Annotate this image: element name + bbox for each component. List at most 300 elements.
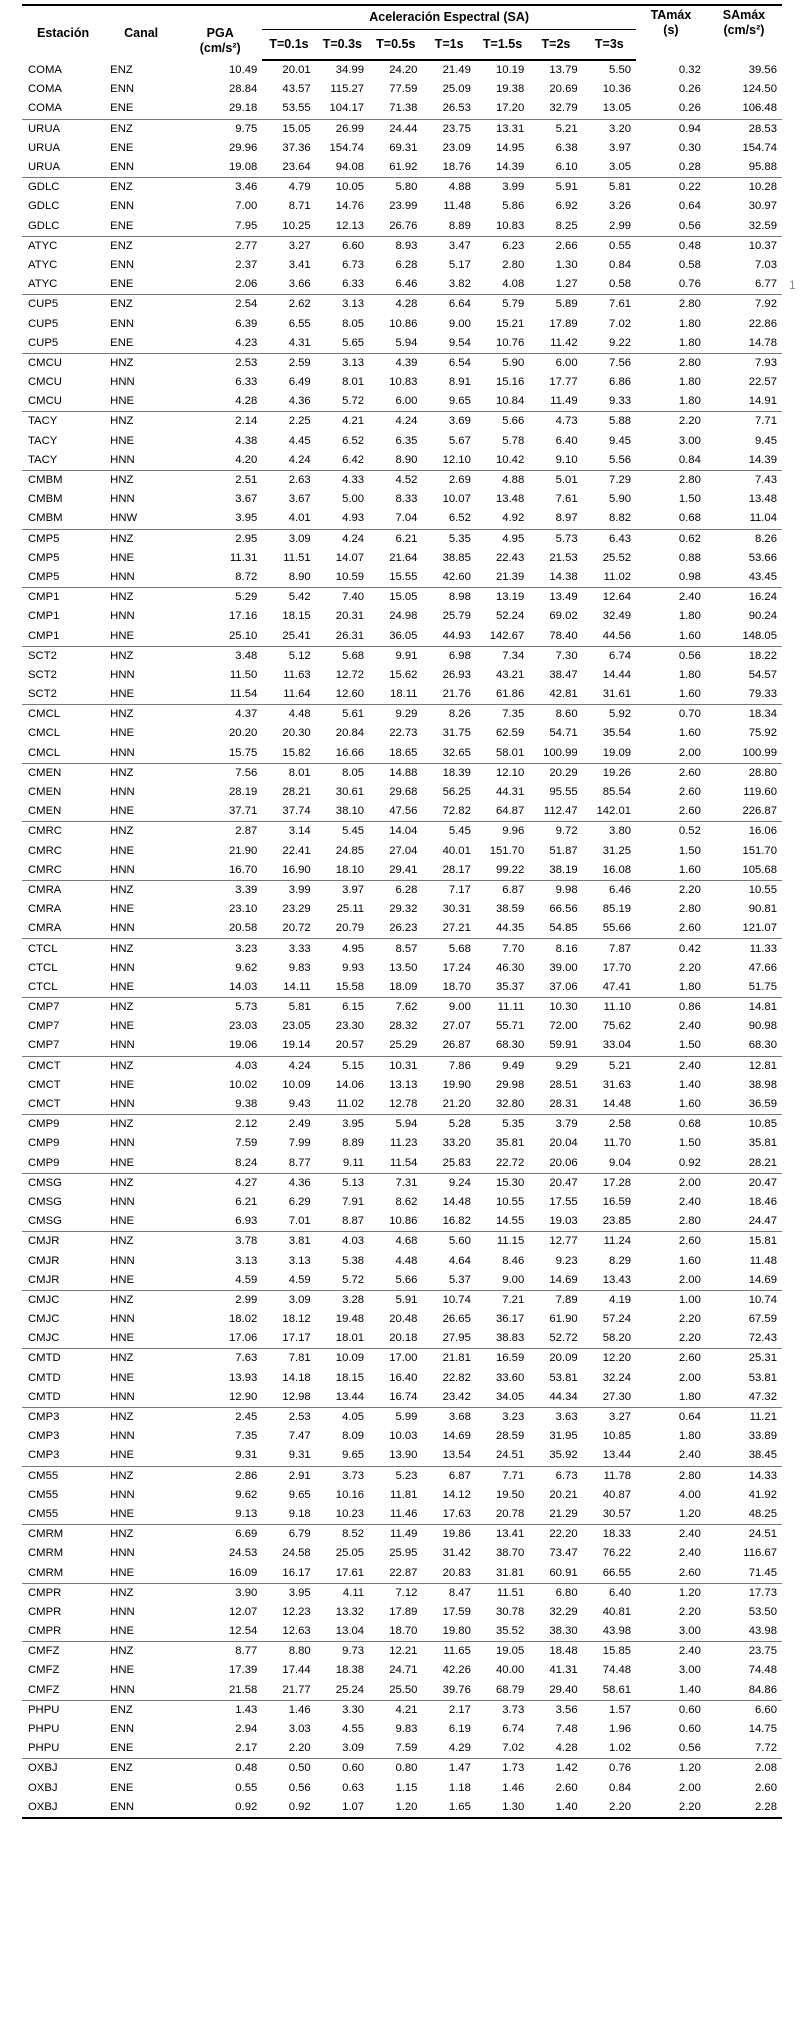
table-cell: HNZ — [104, 1466, 178, 1486]
table-cell: 3.20 — [583, 119, 636, 139]
table-cell: 25.41 — [282, 629, 311, 642]
header-period: T=3s — [583, 30, 636, 61]
table-cell: CMRA — [28, 903, 62, 916]
table-cell: 0.48 — [178, 1759, 262, 1779]
table-cell: 2.60 — [678, 1566, 701, 1579]
table-cell: 6.21 — [369, 529, 422, 549]
table-cell: 5.90 — [609, 493, 632, 506]
table-cell: 6.21 — [235, 1195, 258, 1208]
table-cell: CMSG — [28, 1215, 62, 1228]
table-row — [22, 1505, 782, 1525]
table-row — [22, 275, 782, 295]
table-cell: HNE — [110, 1020, 135, 1033]
table-cell: 1.02 — [609, 1742, 632, 1755]
table-cell: 18.48 — [529, 1642, 582, 1662]
table-cell: 8.29 — [609, 1254, 632, 1267]
table-cell: 3.09 — [262, 1290, 315, 1310]
table-row — [22, 451, 782, 471]
table-cell: 21.58 — [229, 1683, 258, 1696]
table-cell: 3.13 — [316, 295, 369, 315]
table-cell: 9.24 — [422, 1173, 475, 1193]
table-cell: 16.40 — [389, 1371, 418, 1384]
table-cell: 5.88 — [583, 412, 636, 432]
table-cell: 14.48 — [442, 1195, 471, 1208]
table-row — [22, 1525, 782, 1545]
table-cell: 2.40 — [678, 1547, 701, 1560]
table-cell: 71.45 — [748, 1566, 777, 1579]
table-cell: 13.93 — [229, 1371, 258, 1384]
table-cell: 7.71 — [706, 412, 782, 432]
table-cell: 7.99 — [288, 1137, 311, 1150]
table-row — [22, 1076, 782, 1095]
table-cell: 5.29 — [178, 588, 262, 608]
table-cell: 3.56 — [529, 1700, 582, 1720]
table-cell: 8.52 — [316, 1525, 369, 1545]
table-cell: 13.41 — [476, 1525, 529, 1545]
table-cell: 6.74 — [502, 1723, 525, 1736]
table-cell: CMCT — [28, 1098, 61, 1111]
table-cell: 8.80 — [262, 1642, 315, 1662]
table-cell: 0.70 — [636, 705, 706, 725]
table-cell: CMCL — [28, 727, 61, 740]
table-cell: 31.42 — [442, 1547, 471, 1560]
table-cell: SCT2 — [28, 668, 57, 681]
table-cell: 7.89 — [529, 1290, 582, 1310]
table-cell: HNZ — [104, 412, 178, 432]
table-cell: PHPU — [28, 1723, 60, 1736]
table-cell: 14.91 — [748, 395, 777, 408]
table-cell: 7.93 — [706, 353, 782, 373]
table-cell: 23.09 — [442, 141, 471, 154]
table-row — [22, 60, 782, 80]
table-cell: 20.47 — [706, 1173, 782, 1193]
table-cell: CMP7 — [28, 1039, 60, 1052]
table-cell: ENE — [110, 278, 134, 291]
table-cell: 61.86 — [495, 688, 525, 701]
table-cell: HNN — [110, 961, 135, 974]
table-cell: 68.30 — [748, 1039, 777, 1052]
table-cell: HNE — [110, 903, 135, 916]
table-cell: 5.37 — [448, 1273, 471, 1286]
table-cell: 15.62 — [389, 668, 418, 681]
table-cell: 5.12 — [262, 646, 315, 666]
table-cell: 18.76 — [442, 161, 471, 174]
table-cell: 26.53 — [442, 102, 471, 115]
table-cell: 13.48 — [748, 493, 777, 506]
table-cell: 9.83 — [288, 961, 311, 974]
table-cell: 1.46 — [502, 1781, 525, 1794]
table-cell: 5.91 — [369, 1290, 422, 1310]
table-cell: 3.99 — [262, 880, 315, 900]
table-row — [22, 334, 782, 354]
table-cell: HNZ — [104, 353, 178, 373]
table-cell: ENN — [104, 1798, 178, 1818]
table-cell: 68.30 — [495, 1039, 525, 1052]
table-cell: 28.51 — [549, 1078, 578, 1091]
table-cell: 16.66 — [335, 746, 365, 759]
table-cell: HNN — [110, 1430, 135, 1443]
table-cell: 19.06 — [229, 1039, 258, 1052]
table-cell: 17.63 — [442, 1507, 471, 1520]
table-cell: 3.97 — [316, 880, 369, 900]
table-cell: 18.09 — [389, 980, 418, 993]
table-cell: 11.64 — [283, 688, 311, 701]
table-cell: 42.60 — [442, 570, 471, 583]
table-cell: 25.52 — [602, 551, 632, 564]
table-row — [22, 1681, 782, 1701]
table-cell: 4.95 — [316, 939, 369, 959]
table-cell: 0.60 — [636, 1700, 706, 1720]
table-cell: 18.15 — [282, 610, 311, 623]
table-cell: 3.78 — [178, 1232, 262, 1252]
table-cell: 36.59 — [748, 1098, 777, 1111]
table-cell: 37.74 — [282, 805, 311, 818]
table-cell: 7.59 — [395, 1742, 418, 1755]
table-cell: 21.53 — [549, 551, 578, 564]
table-cell: 0.28 — [678, 161, 701, 174]
table-cell: 52.72 — [549, 1332, 578, 1345]
table-cell: 1.80 — [678, 1390, 701, 1403]
table-cell: CMP5 — [22, 529, 104, 549]
table-cell: CMCU — [28, 395, 62, 408]
table-cell: 30.31 — [442, 903, 471, 916]
table-cell: HNZ — [104, 470, 178, 490]
table-cell: 11.49 — [369, 1525, 422, 1545]
table-cell: 40.01 — [442, 844, 471, 857]
table-cell: 20.47 — [529, 1173, 582, 1193]
table-cell: CMTD — [22, 1349, 104, 1369]
table-cell: 25.11 — [336, 903, 365, 916]
table-cell: 1.80 — [678, 980, 701, 993]
table-cell: 9.65 — [342, 1449, 365, 1462]
table-cell: 6.40 — [555, 434, 578, 447]
table-cell: 3.73 — [316, 1466, 369, 1486]
table-cell: CMRA — [22, 880, 104, 900]
table-cell: HNE — [110, 1664, 135, 1677]
table-cell: 24.51 — [706, 1525, 782, 1545]
table-cell: 14.11 — [283, 980, 311, 993]
table-cell: 16.08 — [602, 863, 632, 876]
table-cell: 32.49 — [602, 610, 632, 623]
table-cell: 3.27 — [262, 236, 315, 256]
table-cell: 9.72 — [529, 822, 582, 842]
table-cell: 5.81 — [262, 998, 315, 1018]
table-row — [22, 685, 782, 705]
table-row — [22, 353, 782, 373]
table-cell: 7.30 — [529, 646, 582, 666]
table-cell: 40.00 — [495, 1664, 525, 1677]
table-cell: 36.05 — [389, 629, 418, 642]
table-cell: 13.04 — [335, 1625, 365, 1638]
table-cell: CMJR — [28, 1254, 60, 1267]
table-cell: 115.27 — [330, 83, 365, 96]
table-cell: 14.88 — [369, 763, 422, 783]
table-cell: 0.63 — [342, 1781, 365, 1794]
table-cell: 32.65 — [442, 746, 471, 759]
table-cell: CMFZ — [28, 1664, 60, 1677]
table-cell: 46.30 — [495, 961, 525, 974]
table-cell: 3.23 — [178, 939, 262, 959]
table-cell: 10.28 — [706, 178, 782, 198]
table-cell: 116.67 — [743, 1547, 777, 1560]
table-cell: 3.69 — [422, 412, 475, 432]
table-cell: 3.41 — [288, 258, 311, 271]
table-cell: 14.12 — [442, 1488, 471, 1501]
table-cell: HNZ — [104, 1583, 178, 1603]
table-cell: 72.82 — [442, 805, 471, 818]
table-row — [22, 1036, 782, 1056]
table-cell: 84.86 — [748, 1683, 777, 1696]
table-cell: HNE — [110, 629, 135, 642]
table-row — [22, 1017, 782, 1036]
table-cell: 58.61 — [602, 1683, 632, 1696]
table-cell: 7.63 — [178, 1349, 262, 1369]
table-row — [22, 1388, 782, 1408]
table-cell: HNE — [110, 1156, 135, 1169]
table-cell: 11.04 — [749, 512, 777, 525]
table-cell: ENE — [110, 102, 134, 115]
table-row — [22, 626, 782, 646]
table-cell: CMP5 — [28, 570, 60, 583]
table-cell: 28.19 — [229, 786, 258, 799]
table-cell: 1.30 — [476, 1798, 529, 1818]
header-pga-unit: (cm/s²) — [199, 41, 241, 55]
table-cell: ENN — [110, 1723, 135, 1736]
table-cell: 8.24 — [235, 1156, 258, 1169]
table-cell: HNW — [110, 512, 138, 525]
table-cell: 142.01 — [596, 805, 632, 818]
table-cell: CMCU — [28, 376, 62, 389]
table-cell: 53.81 — [549, 1371, 578, 1384]
table-cell: 0.60 — [316, 1759, 369, 1779]
table-cell: HNZ — [104, 588, 178, 608]
table-row — [22, 392, 782, 412]
table-cell: 2.17 — [235, 1742, 258, 1755]
table-cell: 1.46 — [262, 1700, 315, 1720]
table-cell: 8.33 — [395, 493, 418, 506]
table-cell: 10.30 — [529, 998, 582, 1018]
table-cell: 10.76 — [495, 336, 525, 349]
table-cell: 64.87 — [495, 805, 525, 818]
table-cell: 7.02 — [502, 1742, 525, 1755]
table-cell: CMCL — [22, 705, 104, 725]
table-cell: 0.50 — [262, 1759, 315, 1779]
table-cell: 10.19 — [495, 64, 525, 77]
table-cell: 2.00 — [678, 1781, 701, 1794]
table-cell: 1.00 — [636, 1290, 706, 1310]
table-cell: 15.05 — [369, 588, 422, 608]
table-cell: 9.49 — [476, 1056, 529, 1076]
table-cell: HNN — [110, 863, 135, 876]
table-cell: 2.60 — [678, 805, 701, 818]
table-cell: 31.95 — [549, 1430, 578, 1443]
table-cell: CMSG — [22, 1173, 104, 1193]
table-cell: 39.56 — [748, 63, 777, 76]
table-cell: 14.78 — [748, 336, 777, 349]
table-row — [22, 998, 782, 1018]
table-cell: 0.76 — [583, 1759, 636, 1779]
table-cell: 4.11 — [316, 1583, 369, 1603]
table-cell: HNE — [110, 1449, 135, 1462]
table-cell: 74.48 — [602, 1664, 632, 1677]
table-cell: 1.40 — [529, 1798, 582, 1818]
table-cell: 14.38 — [549, 570, 578, 583]
table-cell: 2.80 — [678, 1215, 701, 1228]
table-cell: 5.72 — [342, 395, 365, 408]
table-cell: 19.09 — [602, 746, 632, 759]
table-cell: 14.81 — [706, 998, 782, 1018]
table-cell: 2.69 — [422, 470, 475, 490]
table-cell: 48.25 — [748, 1507, 777, 1520]
table-row — [22, 80, 782, 99]
table-cell: 10.84 — [495, 395, 525, 408]
table-cell: 10.07 — [442, 493, 471, 506]
table-cell: 2.40 — [636, 588, 706, 608]
table-cell: 142.67 — [489, 629, 525, 642]
table-cell: 9.33 — [609, 395, 632, 408]
table-cell: HNZ — [104, 822, 178, 842]
table-cell: 7.34 — [476, 646, 529, 666]
table-cell: 4.27 — [178, 1173, 262, 1193]
table-cell: 3.67 — [288, 493, 311, 506]
table-cell: 2.20 — [678, 1332, 701, 1345]
table-cell: 8.97 — [555, 512, 578, 525]
header-period: T=0.5s — [369, 30, 422, 61]
table-cell: 19.90 — [442, 1078, 471, 1091]
table-cell: 6.64 — [422, 295, 475, 315]
table-cell: 15.81 — [706, 1232, 782, 1252]
table-cell: 47.41 — [602, 980, 632, 993]
table-cell: 53.55 — [282, 102, 311, 115]
table-cell: 2.86 — [178, 1466, 262, 1486]
table-cell: 27.04 — [389, 844, 418, 857]
table-cell: CMBM — [28, 512, 63, 525]
table-cell: 2.95 — [178, 529, 262, 549]
table-cell: 34.99 — [335, 64, 365, 77]
table-cell: 14.69 — [748, 1273, 777, 1286]
table-row — [22, 197, 782, 216]
header-period: T=1.5s — [476, 30, 529, 61]
table-cell: 21.76 — [442, 688, 471, 701]
table-cell: OXBJ — [22, 1798, 104, 1818]
table-cell: CMRC — [28, 844, 62, 857]
table-cell: 5.00 — [342, 493, 365, 506]
table-cell: CMTD — [28, 1371, 61, 1384]
table-cell: 42.81 — [549, 688, 578, 701]
table-cell: 14.39 — [748, 453, 777, 466]
page-marker: 1 — [789, 278, 796, 292]
table-cell: CMSG — [28, 1195, 62, 1208]
table-cell: 3.03 — [288, 1723, 311, 1736]
table-cell: 51.87 — [549, 844, 578, 857]
table-cell: CMPR — [22, 1583, 104, 1603]
table-cell: 5.99 — [369, 1407, 422, 1427]
table-cell: HNN — [110, 1390, 135, 1403]
table-cell: 8.91 — [448, 376, 471, 389]
table-cell: 10.23 — [335, 1507, 365, 1520]
table-cell: 43.98 — [748, 1625, 777, 1638]
table-cell: 25.10 — [229, 629, 258, 642]
table-cell: 20.69 — [549, 83, 578, 96]
table-cell: 7.56 — [583, 353, 636, 373]
table-cell: 37.06 — [549, 980, 578, 993]
table-row — [22, 919, 782, 939]
table-cell: 9.65 — [288, 1488, 311, 1501]
table-cell: CMJR — [22, 1232, 104, 1252]
table-cell: 4.59 — [288, 1273, 311, 1286]
table-cell: 2.60 — [555, 1781, 578, 1794]
table-cell: 7.56 — [178, 763, 262, 783]
table-cell: 27.07 — [442, 1020, 471, 1033]
table-cell: 4.88 — [422, 178, 475, 198]
table-cell: 11.50 — [229, 668, 258, 681]
table-cell: HNN — [110, 1039, 135, 1052]
table-cell: 15.82 — [282, 746, 311, 759]
table-cell: CMP3 — [28, 1449, 60, 1462]
table-cell: 17.00 — [369, 1349, 422, 1369]
table-cell: 13.48 — [495, 493, 525, 506]
table-cell: 25.29 — [389, 1039, 418, 1052]
table-cell: 15.85 — [583, 1642, 636, 1662]
table-row — [22, 880, 782, 900]
table-cell: 26.76 — [389, 219, 418, 232]
table-cell: 10.03 — [389, 1430, 418, 1443]
table-cell: 16.24 — [706, 588, 782, 608]
table-cell: 24.98 — [389, 610, 418, 623]
table-cell: 6.29 — [288, 1195, 311, 1208]
table-cell: 2.45 — [178, 1407, 262, 1427]
table-cell: 9.00 — [502, 1273, 525, 1286]
table-cell: 9.11 — [342, 1156, 365, 1169]
header-samax — [706, 5, 782, 60]
table-cell: 23.30 — [335, 1020, 365, 1033]
table-cell: 17.28 — [583, 1173, 636, 1193]
table-cell: 16.82 — [442, 1215, 471, 1228]
table-cell: 1.57 — [583, 1700, 636, 1720]
table-cell: 6.28 — [369, 880, 422, 900]
table-cell: 21.29 — [549, 1507, 578, 1520]
table-cell: 38.45 — [748, 1449, 777, 1462]
table-cell: 19.38 — [495, 83, 525, 96]
table-cell: 14.48 — [602, 1098, 632, 1111]
table-cell: 5.28 — [422, 1115, 475, 1135]
table-row — [22, 1407, 782, 1427]
table-cell: 90.81 — [748, 903, 777, 916]
table-cell: 2.00 — [678, 1371, 701, 1384]
table-cell: 4.68 — [369, 1232, 422, 1252]
table-cell: 2.20 — [636, 412, 706, 432]
table-cell: 38.70 — [495, 1547, 525, 1560]
header-tamax-unit: (s) — [663, 23, 679, 37]
table-cell: 23.10 — [229, 903, 258, 916]
table-cell: 31.81 — [495, 1566, 525, 1579]
table-cell: 12.77 — [529, 1232, 582, 1252]
table-cell: 10.05 — [316, 178, 369, 198]
table-cell: 11.63 — [283, 668, 311, 681]
table-cell: 9.65 — [448, 395, 471, 408]
table-cell: 5.91 — [529, 178, 582, 198]
table-header — [22, 5, 782, 60]
table-cell: 3.79 — [529, 1115, 582, 1135]
table-cell: 7.17 — [422, 880, 475, 900]
table-cell: 6.86 — [609, 376, 632, 389]
table-cell: 2.40 — [678, 1449, 701, 1462]
table-cell: CMRM — [28, 1547, 64, 1560]
table-cell: 0.58 — [609, 278, 632, 291]
table-cell: 4.37 — [178, 705, 262, 725]
table-cell: 12.72 — [335, 668, 365, 681]
table-cell: 2.66 — [529, 236, 582, 256]
